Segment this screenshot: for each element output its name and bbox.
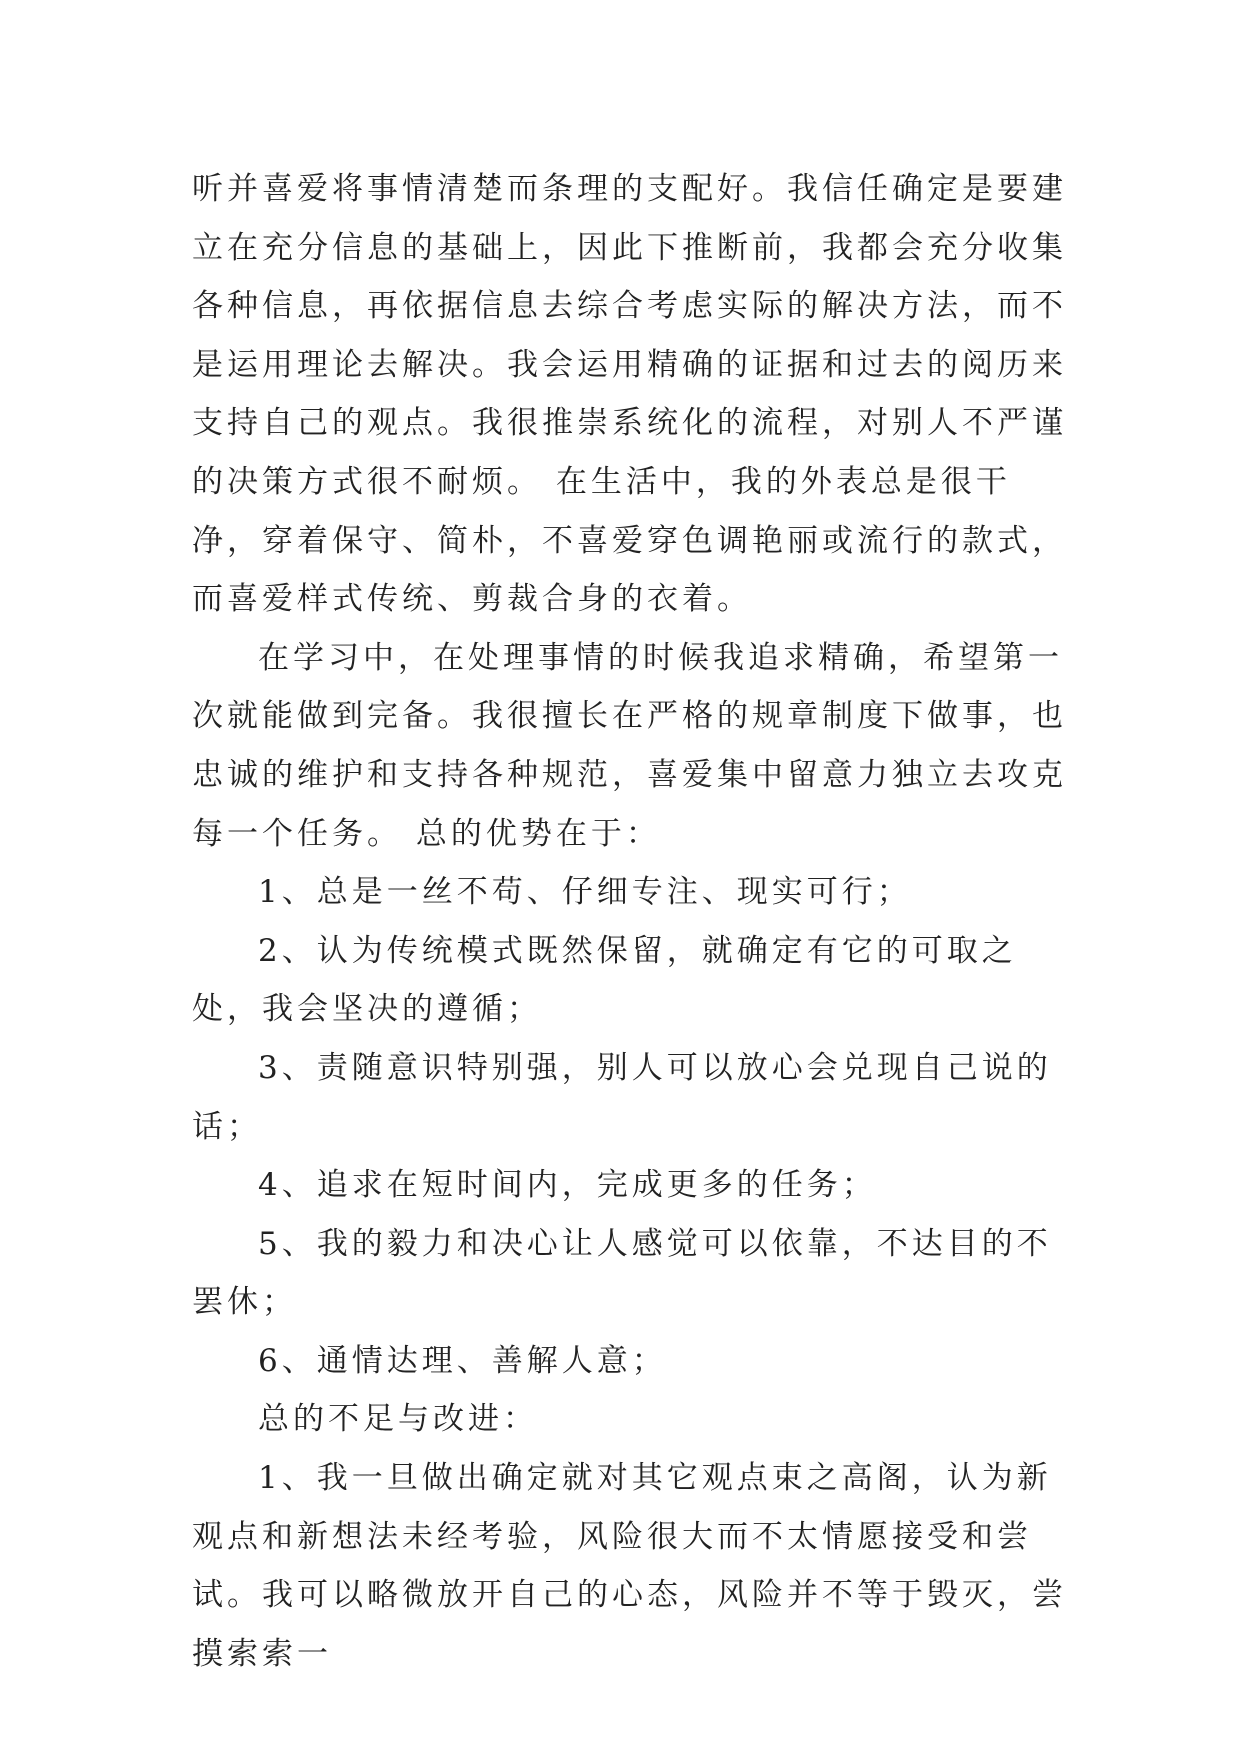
strength-item-1: 1、总是一丝不苟、仔细专注、现实可行；: [258, 874, 912, 911]
paragraph-study-habits: 在学习中，在处理事情的时候我追求精确，希望第一次就能做到完备。我很擅长在严格的规章制度下做事，也忠诚的维护和支持各种规范，喜爱集中留意力独立去攻克每一个任务。 总的优势在于：: [192, 639, 1067, 852]
strength-item-5: 5、我的毅力和决心让人感觉可以依靠，不达目的不罢休；: [192, 1225, 1052, 1321]
strength-item-4: 4、追求在短时间内，完成更多的任务；: [258, 1167, 877, 1204]
strength-item-2: 2、认为传统模式既然保留，就确定有它的可取之处，我会坚决的遵循；: [192, 932, 1017, 1028]
weakness-item-1: 1、我一旦做出确定就对其它观点束之高阁，认为新观点和新想法未经考验，风险很大而不太情愿接受和尝试。我可以略微放开自己的心态，风险并不等于毁灭，尝摸索索一: [192, 1460, 1067, 1672]
document-body: [192, 160, 1072, 1683]
strength-item-3: 3、责随意识特别强，别人可以放心会兑现自己说的话；: [192, 1049, 1052, 1145]
strength-item-6: 6、通情达理、善解人意；: [258, 1342, 667, 1379]
weakness-heading: 总的不足与改进：: [258, 1401, 538, 1438]
paragraph-personality-description: 听并喜爱将事情清楚而条理的支配好。我信任确定是要建立在充分信息的基础上，因此下推断前，我都会充分收集各种信息，再依据信息去综合考虑实际的解决方法，而不是运用理论去解决。我会运用精确的证据和过去的阅历来支持自己的观点。我很推崇系统化的流程，对别人不严谨的决策方式很不耐烦。 在生活中，我的外表总是很干净，穿着保守、简朴，不喜爱穿色调艳丽或流行的款式，而喜爱样式传统、剪裁合身的衣着。: [192, 171, 1067, 618]
